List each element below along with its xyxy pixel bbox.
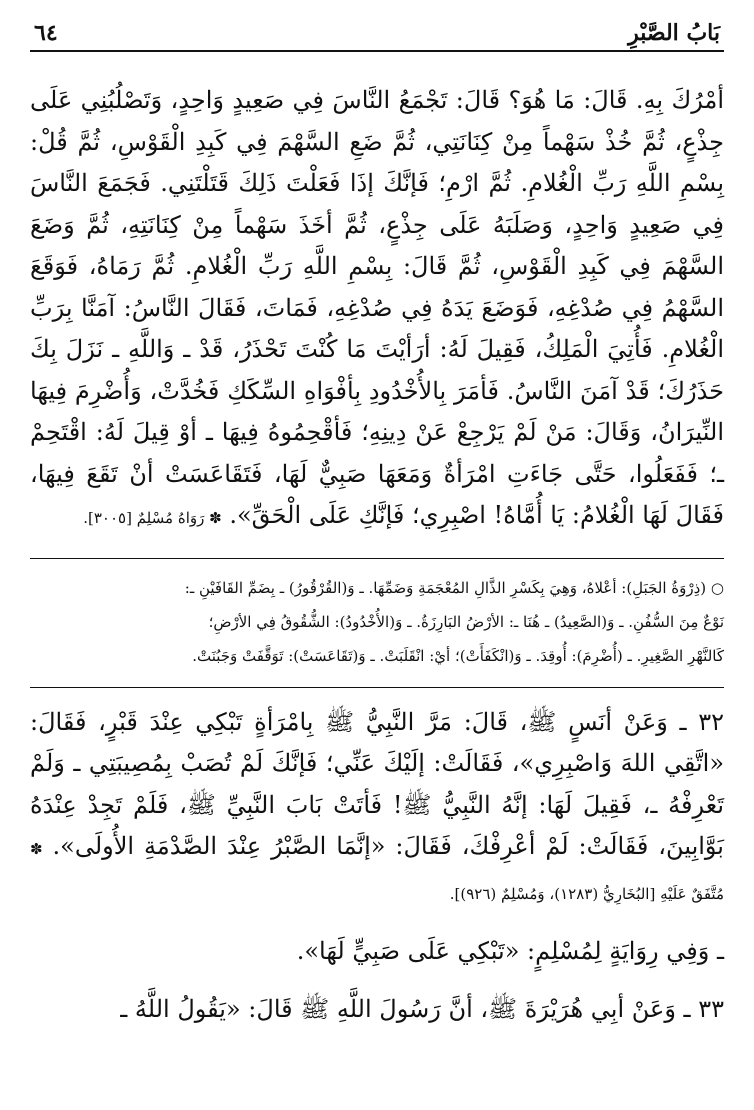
hadith-33-text: ٣٣ ـ وَعَنْ أبِي هُرَيْرَةَ ﷺ، أنَّ رَسُولَ اللَّهِ ﷺ قَالَ: «يَقُولُ اللَّهُ ـ bbox=[120, 994, 724, 1023]
notes-block bbox=[30, 571, 724, 673]
hadith-32-citation: ✽ مُتَّفَقٌ عَلَيْهِ [البُخَارِيُّ (١٢٨٣)، وَمُسْلِمٌ (٩٢٦)]. bbox=[30, 840, 724, 903]
hadith-31-citation: ✽ رَوَاهُ مُسْلِمٌ [٣٠٠٥]. bbox=[83, 509, 222, 527]
hadith-31-text: أمْرُكَ بِهِ. قَالَ: مَا هُوَ؟ قَالَ: تَجْمَعُ النَّاسَ فِي صَعِيدٍ وَاحِدٍ، وَتَصْلُبُنِي عَلَى جِذْعٍ، ثُمَّ خُذْ سَهْماً مِنْ كِنَانَتِي، ثُمَّ ضَعِ السَّهْمَ فِي كَبِدِ الْقَوْسِ، ثُمَّ قُلْ: بِسْمِ اللَّهِ رَبِّ الْغُلامِ. ثُمَّ ارْمِ؛ فَإنَّكَ إذَا فَعَلْتَ ذَلِكَ قَتَلْتَنِي. فَجَمَعَ النَّاسَ فِي صَعِيدٍ وَاحِدٍ، وَصَلَبَهُ عَلَى جِذْعٍ، ثُمَّ أخَذَ سَهْماً مِنْ كِنَانَتِهِ، ثُمَّ وَضَعَ السَّهْمَ فِي كَبِدِ الْقَوْسِ، ثُمَّ قَالَ: بِسْمِ اللَّهِ رَبِّ الْغُلامِ. ثُمَّ رَمَاهُ، فَوَقَعَ السَّهْمُ فِي صُدْغِهِ، فَوَضَعَ يَدَهُ فِي صُدْغِهِ، فَمَاتَ، فَقَالَ النَّاسُ: آمَنَّا بِرَبِّ الْغُلامِ. فَأُتِيَ الْمَلِكُ، فَقِيلَ لَهُ: أرَأيْتَ مَا كُنْتَ تَحْذَرُ، قَدْ ـ وَاللَّهِ ـ نَزَلَ بِكَ حَذَرُكَ؛ قَدْ آمَنَ النَّاسُ. فَأمَرَ بِالأُخْدُودِ بِأفْوَاهِ السِّكَكِ فَخُدَّتْ، وَأُضْرِمَ فِيهَا النِّيرَانُ، وَقَالَ: مَنْ لَمْ يَرْجِعْ عَنْ دِينِهِ؛ فَأقْحِمُوهُ فِيهَا ـ أوْ قِيلَ لَهُ: اقْتَحِمْ ـ؛ فَفَعَلُوا، حَتَّى جَاءَتِ امْرَأةٌ وَمَعَهَا صَبِيٌّ لَهَا، فَتَقَاعَسَتْ أنْ تَقَعَ فِيهَا، فَقَالَ لَهَا الْغُلامُ: يَا أُمَّاهُ! اصْبِرِي؛ فَإنَّكِ عَلَى الْحَقِّ». bbox=[30, 86, 725, 529]
page-number: ٦٤ bbox=[34, 20, 58, 46]
page-header bbox=[30, 12, 724, 52]
hadith-33-block bbox=[30, 989, 724, 1031]
note-line: كَالنَّهْرِ الصَّغِيرِ. ـ (أُضْرِمَ): أُوقِدَ. ـ وَ(انْكَفَأَتْ)؛ أيْ: انْقَلَبَتْ. ـ وَ(تَقَاعَسَتْ): تَوَقَّفَتْ وَجَبُنَتْ. bbox=[192, 646, 724, 665]
hadith-32-block bbox=[30, 702, 724, 916]
hadith-31-text-block bbox=[30, 80, 724, 540]
notes-divider bbox=[30, 558, 724, 559]
note-line: نَوْعٌ مِنَ السُّفُنِ. ـ وَ(الصَّعِيدُ) ـ هُنَا ـ: الأرْضُ البَارِزَةُ. ـ وَ(الأُخْدُودُ): الشُّقُوقُ فِي الأرْضِ؛ bbox=[208, 612, 724, 631]
riwaya-text: ـ وَفِي رِوَايَةٍ لِمُسْلِمٍ: «تَبْكِي عَلَى صَبِيٍّ لَهَا». bbox=[296, 937, 724, 965]
hadith-32-text: ٣٢ ـ وَعَنْ أنَسٍ ﷺ، قَالَ: مَرَّ النَّبِيُّ ﷺ بِامْرَأةٍ تَبْكِي عِنْدَ قَبْرٍ، فَقَالَ: «اتَّقِي اللهَ وَاصْبِرِي»، فَقَالَتْ: إلَيْكَ عَنِّي؛ فَإنَّكَ لَمْ تُصَبْ بِمُصِيبَتِي ـ وَلَمْ تَعْرِفْهُ ـ، فَقِيلَ لَهَا: إنَّهُ النَّبِيُّ ﷺ! فَأتَتْ بَابَ النَّبِيِّ ﷺ، فَلَمْ تَجِدْ عِنْدَهُ بَوَّابِينَ، فَقَالَتْ: لَمْ أعْرِفْكَ، فَقَالَ: «إنَّمَا الصَّبْرُ عِنْدَ الصَّدْمَةِ الأُولَى». bbox=[30, 707, 725, 860]
hadith-31-paragraph bbox=[30, 80, 724, 540]
running-title: بَابُ الصَّبْرِ bbox=[628, 20, 720, 46]
book-page bbox=[30, 12, 724, 1098]
note-line: ○ (ذِرْوَةُ الجَبَلِ): أعْلاهُ، وَهِيَ بِكَسْرِ الذَّالِ المُعْجَمَةِ وَضَمِّهَا. ـ وَ(القُرْقُورُ) ـ بِضَمِّ القَافَيْنِ ـ: bbox=[184, 578, 724, 597]
hadith-32-paragraph bbox=[30, 702, 724, 916]
section-divider bbox=[30, 687, 724, 688]
riwaya-block bbox=[30, 931, 724, 973]
